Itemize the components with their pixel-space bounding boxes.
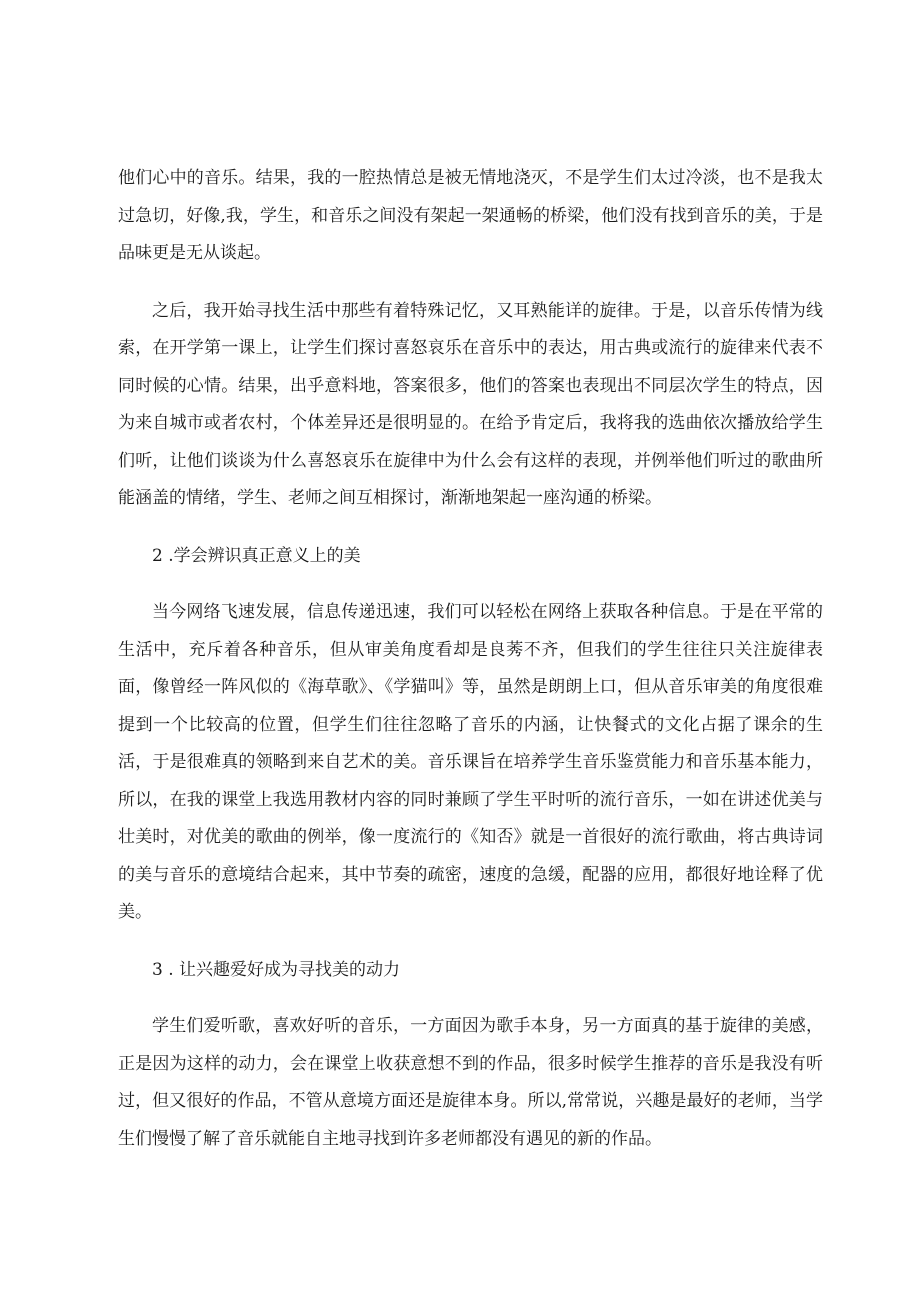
section-heading-2: 2 .学会辨识真正意义上的美	[152, 545, 361, 566]
paragraph-finding-melodies: 之后，我开始寻找生活中那些有着特殊记忆，又耳熟能详的旋律。于是，以音乐传情为线索，在开学第一课上，让学生们探讨喜怒哀乐在音乐中的表达，用古典或流行的旋律来代表不同时候的心情。结果，出乎意料地，答案很多，他们的答案也表现出不同层次学生的特点，因为来自城市或者农村，个体差异还是很明显的。在给予肯定后，我将我的选曲依次播放给学生们听，让他们谈谈为什么喜怒哀乐在旋律中为什么会有这样的表现，并例举他们听过的歌曲所能涵盖的情绪，学生、老师之间互相探讨，渐渐地架起一座沟通的桥梁。	[118, 300, 823, 508]
paragraph-continued: 他们心中的音乐。结果，我的一腔热情总是被无情地浇灭，不是学生们太过冷淡，也不是我太过急切，好像,我，学生，和音乐之间没有架起一架通畅的桥梁，他们没有找到音乐的美，于是品味更是无从谈起。	[118, 168, 823, 263]
document-body	[118, 160, 823, 1178]
paragraph-interest-motivation: 学生们爱听歌，喜欢好听的音乐，一方面因为歌手本身，另一方面真的基于旋律的美感，正是因为这样的动力，会在课堂上收获意想不到的作品，很多时候学生推荐的音乐是我没有听过，但又很好的作品，不管从意境方面还是旋律本身。所以,常常说，兴趣是最好的老师，当学生们慢慢了解了音乐就能自主地寻找到许多老师都没有遇见的新的作品。	[118, 1016, 823, 1149]
section-heading-3: 3 . 让兴趣爱好成为寻找美的动力	[152, 959, 401, 980]
paragraph-true-beauty: 当今网络飞速发展，信息传递迅速，我们可以轻松在网络上获取各种信息。于是在平常的生活中，充斥着各种音乐，但从审美角度看却是良莠不齐，但我们的学生往往只关注旋律表面，像曾经一阵风似的《海草歌》、《学猫叫》等，虽然是朗朗上口，但从音乐审美的角度很难提到一个比较高的位置，但学生们往往忽略了音乐的内涵，让快餐式的文化占据了课余的生活，于是很难真的领略到来自艺术的美。音乐课旨在培养学生音乐鉴赏能力和音乐基本能力，所以，在我的课堂上我选用教材内容的同时兼顾了学生平时听的流行音乐，一如在讲述优美与壮美时，对优美的歌曲的例举，像一度流行的《知否》就是一首很好的流行歌曲，将古典诗词的美与音乐的意境结合起来，其中节奏的疏密，速度的急缓，配器的应用，都很好地诠释了优美。	[118, 602, 823, 922]
